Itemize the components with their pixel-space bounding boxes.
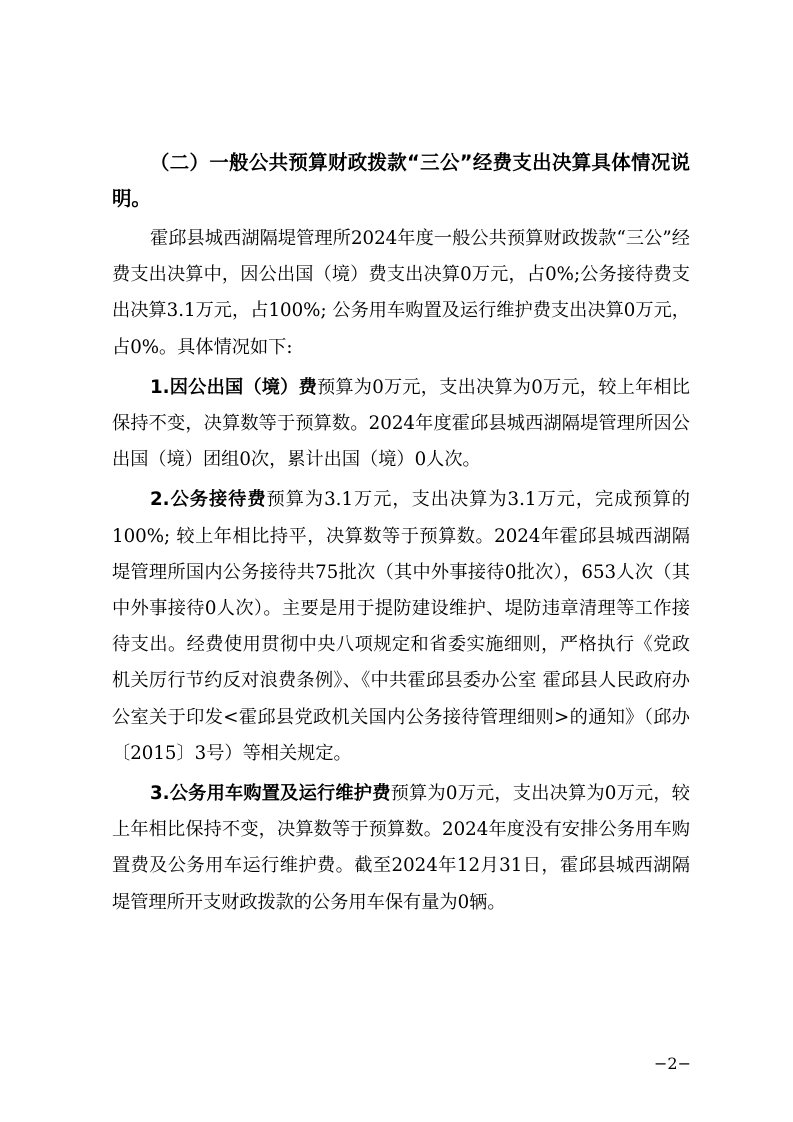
intro-paragraph: 霍邱县城西湖隔堤管理所2024年度一般公共预算财政拨款“三公”经费支出决算中，因公出国（境）费支出决算0万元，占0%;公务接待费支出决算3.1万元，占100%; 公务用车购置及运行维护费支出决算0万元，占0%。具体情况如下:: [112, 228, 690, 358]
item-paragraph-reception: [112, 482, 690, 772]
item-lead: 3.公务用车购置及运行维护费: [150, 783, 391, 805]
item-paragraph-travel-abroad: [112, 370, 690, 479]
item-text: 预算为3.1万元，支出决算为3.1万元，完成预算的100%; 较上年相比持平，决算数等于预算数。2024年霍邱县城西湖隔堤管理所国内公务接待共75批次（其中外事接待0批次），653人次（其中外事接待0人次）。主要是用于提防建设维护、堤防违章清理等工作接待支出。经费使用贯彻中央八项规定和省委实施细则，严格执行《党政机关厉行节约反对浪费条例》、《中共霍邱县委办公室 霍邱县人民政府办公室关于印发<霍邱县党政机关国内公务接待管理细则>的通知》（邱办〔2015〕3号）等相关规定。: [112, 489, 690, 764]
item-paragraph-vehicles: [112, 776, 690, 921]
page-number: −2−: [654, 1054, 691, 1073]
item-lead: 2.公务接待费: [150, 489, 267, 511]
item-text: 预算为0万元，支出决算为0万元，较上年相比保持不变，决算数等于预算数。2024年度没有安排公务用车购置费及公务用车运行维护费。截至2024年12月31日，霍邱县城西湖隔堤管理所开支财政拨款的公务用车保有量为0辆。: [112, 783, 690, 913]
item-text: 预算为0万元，支出决算为0万元，较上年相比保持不变，决算数等于预算数。2024年度霍邱县城西湖隔堤管理所因公出国（境）团组0次，累计出国（境）0人次。: [112, 376, 690, 471]
document-body: [112, 145, 690, 925]
section-heading: （二）一般公共预算财政拨款“三公”经费支出决算具体情况说明。: [112, 151, 690, 210]
item-lead: 1.因公出国（境）费: [150, 376, 317, 398]
